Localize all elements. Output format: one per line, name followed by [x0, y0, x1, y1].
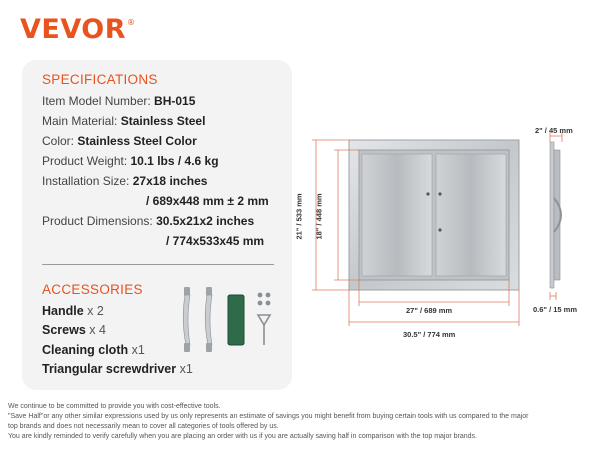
accessories-heading: ACCESSORIES — [42, 282, 143, 297]
footer-line-4: You are kindly reminded to verify carefully when you are placing an order with us if you are actually saving half in comparison with the top major brands. — [8, 433, 477, 440]
accessory-handle — [42, 304, 104, 318]
inner-height-label: 18" / 448 mm — [314, 193, 324, 240]
product-diagram — [300, 120, 600, 360]
latch-icon — [426, 192, 429, 195]
accessory-qty: x1 — [131, 343, 145, 357]
vevor-logo — [20, 14, 135, 45]
side-profile — [550, 142, 561, 288]
accessory-cleaning-cloth — [42, 343, 145, 357]
outer-width-label: 30.5" / 774 mm — [403, 330, 456, 339]
spec-label: Item Model Number: — [42, 94, 151, 108]
spec-value: 30.5x21x2 inches — [156, 214, 255, 228]
accessory-name: Triangular screwdriver — [42, 362, 177, 376]
accessory-name: Screws — [42, 323, 86, 337]
spec-label: Color: — [42, 134, 75, 148]
brand-name: VEVOR — [20, 14, 127, 45]
spec-value: 10.1 lbs / 4.6 kg — [130, 154, 219, 168]
cleaning-cloth-icon — [228, 295, 244, 345]
spec-value: Stainless Steel Color — [77, 134, 197, 148]
inner-width-label: 27" / 689 mm — [406, 306, 453, 315]
left-door — [362, 154, 432, 276]
spec-label: Main Material: — [42, 114, 118, 128]
section-divider — [42, 264, 274, 265]
right-door — [436, 154, 506, 276]
flange-line — [550, 292, 556, 300]
spec-label: Product Weight: — [42, 154, 128, 168]
accessory-qty: x1 — [179, 362, 193, 376]
spec-label: Product Dimensions: — [42, 214, 153, 228]
spec-color — [42, 134, 197, 148]
accessories-illustration — [180, 285, 280, 355]
spec-value: BH-015 — [154, 94, 196, 108]
spec-label: Installation Size: — [42, 174, 130, 188]
handle-icon — [205, 287, 212, 352]
latch-icon — [438, 228, 441, 231]
depth-label: 2" / 45 mm — [535, 126, 573, 135]
accessory-screws — [42, 323, 106, 337]
screws-icon — [258, 293, 271, 306]
accessory-screwdriver — [42, 362, 193, 376]
spec-product-dimensions — [42, 214, 254, 228]
spec-value: Stainless Steel — [120, 114, 206, 128]
spec-installation-size — [42, 174, 207, 188]
handle-icon — [183, 287, 190, 352]
spec-installation-size-metric: / 689x448 mm ± 2 mm — [146, 194, 269, 208]
footer-line-1: We continue to be committed to provide you with cost-effective tools. — [8, 403, 221, 410]
spec-value: 27x18 inches — [132, 174, 208, 188]
accessory-name: Handle — [42, 304, 84, 318]
accessory-qty: x 2 — [87, 304, 104, 318]
flange-label: 0.6" / 15 mm — [533, 305, 577, 314]
spec-main-material — [42, 114, 205, 128]
footer-line-2: "Save Half"or any other similar expressions used by us only represents an estimate of savings you might benefit from buying certain tools with us compared to the major — [8, 413, 529, 420]
specifications-heading: SPECIFICATIONS — [42, 72, 158, 87]
spec-weight — [42, 154, 219, 168]
accessory-name: Cleaning cloth — [42, 343, 129, 357]
latch-icon — [438, 192, 441, 195]
registered-mark: ® — [127, 18, 136, 27]
spec-model-number — [42, 94, 195, 108]
outer-height-label: 21" / 533 mm — [294, 193, 304, 240]
screwdriver-icon — [258, 315, 270, 345]
accessory-qty: x 4 — [89, 323, 106, 337]
footer-line-3: top brands and does not necessarily mean to cover all categories of tools offered by us. — [8, 423, 279, 430]
spec-product-dimensions-metric: / 774x533x45 mm — [166, 234, 265, 248]
